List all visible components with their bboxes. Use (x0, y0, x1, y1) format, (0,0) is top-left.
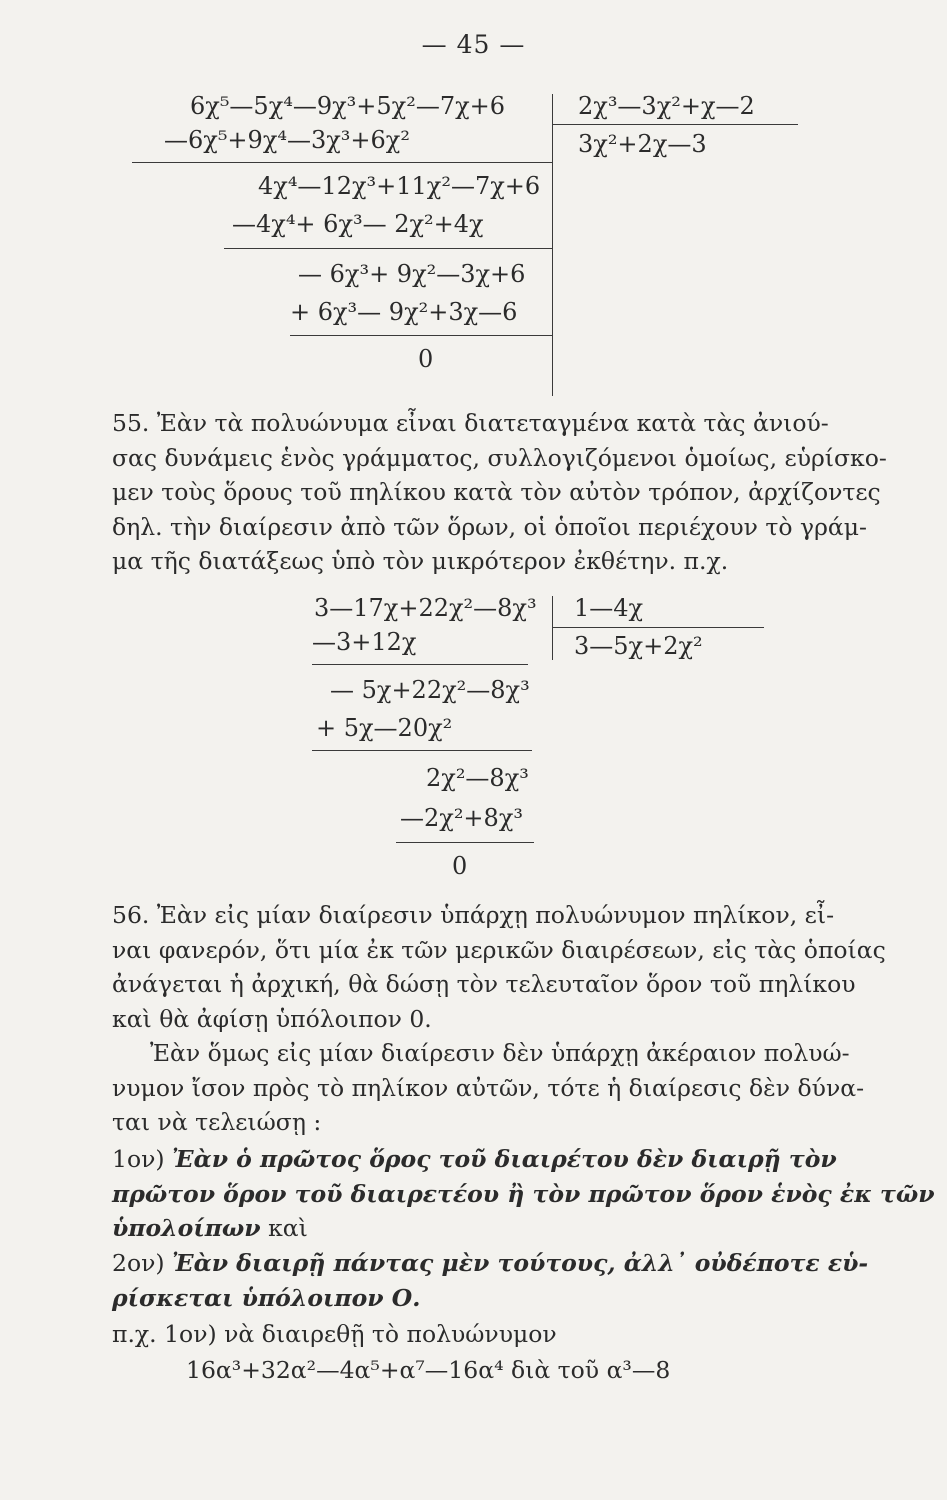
text-line: καὶ θὰ ἀφίσῃ ὑπόλοιπον 0. (112, 1004, 432, 1033)
example-line: π.χ. 1ον) νὰ διαιρεθῇ τὸ πολυώνυμον (112, 1320, 557, 1348)
division-2-quotient: 3—5χ+2χ² (574, 632, 703, 660)
division-2-remainder: 0 (452, 852, 468, 880)
division-2-rule (312, 664, 528, 665)
division-1-dividend: 6χ⁵—5χ⁴—9χ³+5χ²—7χ+6 (190, 92, 506, 120)
division-1-remainder: 0 (418, 345, 434, 373)
division-1-step: + 6χ³— 9χ²+3χ—6 (290, 298, 518, 326)
division-1-step: — 6χ³+ 9χ²—3χ+6 (298, 260, 526, 288)
division-2-rule (312, 750, 532, 751)
division-2-step: —3+12χ (312, 628, 417, 656)
division-1-rule (290, 335, 552, 336)
section-56-paragraph (112, 898, 886, 1140)
text-line: Ἐὰν ὅμως εἰς μίαν διαίρεσιν δὲν ὑπάρχῃ ἀκέραιον πολυώ- (150, 1039, 850, 1067)
division-1-step: —6χ⁵+9χ⁴—3χ³+6χ² (164, 126, 410, 154)
text-line: πρῶτον ὅρον τοῦ διαιρετέου ἢ τὸν πρῶτον ὅρον ἑνὸς ἐκ τῶν (112, 1179, 935, 1208)
text-line (112, 1211, 837, 1246)
division-1-rule (224, 248, 552, 249)
division-2-bracket (552, 596, 553, 660)
text-line: σας δυνάμεις ἑνὸς γράμματος, συλλογιζόμενοι ὁμοίως, εὑρίσκο- (112, 443, 887, 472)
case-1-tail: καὶ (268, 1214, 308, 1242)
division-1-step: 4χ⁴—12χ³+11χ²—7χ+6 (258, 172, 541, 200)
division-1-divisor: 2χ³—3χ²+χ—2 (578, 92, 755, 120)
division-1-bracket (552, 94, 553, 396)
case-1-text: Ἐὰν ὁ πρῶτος ὅρος τοῦ διαιρέτου δὲν διαιρῇ τὸν (172, 1145, 837, 1173)
text-line: 56. Ἐὰν εἰς μίαν διαίρεσιν ὑπάρχῃ πολυώνυμον πηλίκον, εἶ- (112, 901, 835, 929)
case-1-label: 1ον) (112, 1145, 165, 1173)
case-2-label: 2ον) (112, 1249, 165, 1277)
division-1-rule (132, 162, 552, 163)
text-line: δηλ. τὴν διαίρεσιν ἀπὸ τῶν ὅρων, οἱ ὁποῖοι περιέχουν τὸ γράμ- (112, 512, 867, 541)
text-line: ται νὰ τελειώσῃ : (112, 1108, 322, 1136)
text-line: ναι φανερόν, ὅτι μία ἐκ τῶν μερικῶν διαιρέσεων, εἰς τὰς ὁποίας (112, 935, 886, 964)
text-line: μεν τοὺς ὅρους τοῦ πηλίκου κατὰ τὸν αὐτὸν τρόπον, ἀρχίζοντες (112, 478, 881, 506)
text-line: ρίσκεται ὑπόλοιπον Ο. (112, 1283, 421, 1312)
division-2-divisor: 1—4χ (574, 594, 644, 622)
case-2-text: Ἐὰν διαιρῇ πάντας μὲν τούτους, ἀλλ᾽ οὐδέποτε εὑ- (172, 1249, 869, 1277)
example-polynomial: 16α³+32α²—4α⁵+α⁷—16α⁴ διὰ τοῦ α³—8 (186, 1356, 671, 1384)
section-55-paragraph (112, 406, 887, 579)
division-2-step: 2χ²—8χ³ (426, 764, 529, 792)
page-number: — 45 — (421, 30, 526, 59)
division-1-quotient: 3χ²+2χ—3 (578, 130, 707, 158)
division-2-step: — 5χ+22χ²—8χ³ (330, 676, 530, 704)
case-1-text: ὑπολοίπων (112, 1214, 261, 1242)
text-line (112, 1246, 869, 1281)
division-1-step: —4χ⁴+ 6χ³— 2χ²+4χ (232, 210, 484, 238)
text-line: ἀνάγεται ἡ ἀρχική, θὰ δώσῃ τὸν τελευταῖον ὅρον τοῦ πηλίκου (112, 970, 856, 998)
text-line: μα τῆς διατάξεως ὑπὸ τὸν μικρότερον ἐκθέτην. π.χ. (112, 547, 729, 575)
division-2-step: + 5χ—20χ² (316, 714, 453, 742)
division-2-step: —2χ²+8χ³ (400, 804, 523, 832)
text-line (112, 1142, 837, 1177)
text-line: νυμον ἴσον πρὸς τὸ πηλίκον αὐτῶν, τότε ἡ διαίρεσις δὲν δύνα- (112, 1073, 865, 1102)
division-2-dividend: 3—17χ+22χ²—8χ³ (314, 594, 537, 622)
division-1-divisor-rule (552, 124, 798, 125)
case-2 (112, 1246, 869, 1315)
division-2-rule (396, 842, 534, 843)
division-2-divisor-rule (552, 627, 764, 628)
case-1 (112, 1142, 935, 1246)
text-line: 55. Ἐὰν τὰ πολυώνυμα εἶναι διατεταγμένα κατὰ τὰς ἀνιού- (112, 409, 829, 437)
